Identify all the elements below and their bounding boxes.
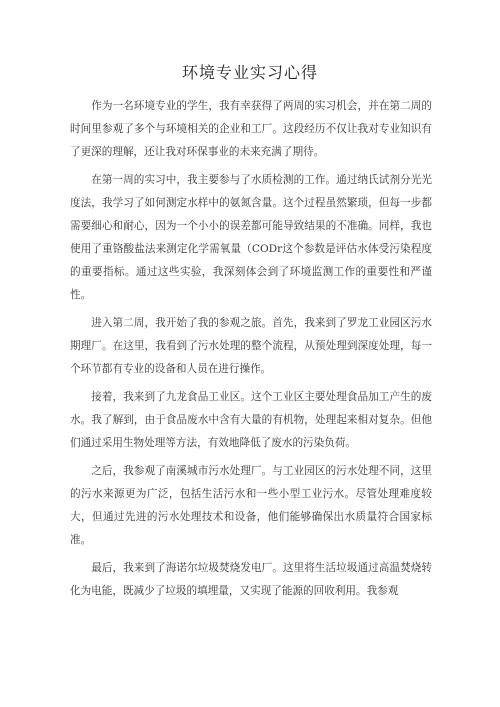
- paragraph-1: 作为一名环境专业的学生，我有幸获得了两周的实习机会，并在第二周的时间里参观了多个与环境相关的企业和工厂。这段经历不仅让我对专业知识有了更深的理解，还让我对环保事业的未来充满了期待。: [70, 100, 432, 158]
- document-body: [70, 95, 432, 608]
- document-title: 环境专业实习心得: [181, 63, 318, 82]
- paragraph-6: 最后，我来到了海诺尔垃圾焚烧发电厂。这里将生活垃圾通过高温焚烧转化为电能，既减少了垃圾的填埋量，又实现了能源的回收利用。我参观: [70, 562, 432, 597]
- paragraph-5: 之后，我参观了南溪城市污水处理厂。与工业园区的污水处理不同，这里的污水来源更为广泛，包括生活污水和一些小型工业污水。尽管处理难度较大，但通过先进的污水处理技术和设备，他们能够确保出水质量符合国家标准。: [70, 465, 432, 546]
- paragraph-4: 接着，我来到了九龙食品工业区。这个工业区主要处理食品加工产生的废水。我了解到，由于食品废水中含有大量的有机物，处理起来相对复杂。但他们通过采用生物处理等方法，有效地降低了废水的污染负荷。: [70, 391, 432, 449]
- paragraph-2: 在第一周的实习中，我主要参与了水质检测的工作。通过纳氏试剂分光光度法，我学习了如何测定水样中的氨氮含量。这个过程虽然繁琐，但每一步都需要细心和耐心，因为一个小小的误差都可能导致结果的不准确。同样，我也使用了重铬酸盐法来测定化学需氧量（CODr这个参数是评估水体受污染程度的重要指标。通过这些实验，我深刻体会到了环境监测工作的重要性和严谨性。: [70, 174, 432, 301]
- paragraph-3: 进入第二周，我开始了我的参观之旅。首先，我来到了罗龙工业园区污水期理厂。在这里，我看到了污水处理的整个流程，从预处理到深度处理，每一个环节都有专业的设备和人员在进行操作。: [70, 317, 432, 375]
